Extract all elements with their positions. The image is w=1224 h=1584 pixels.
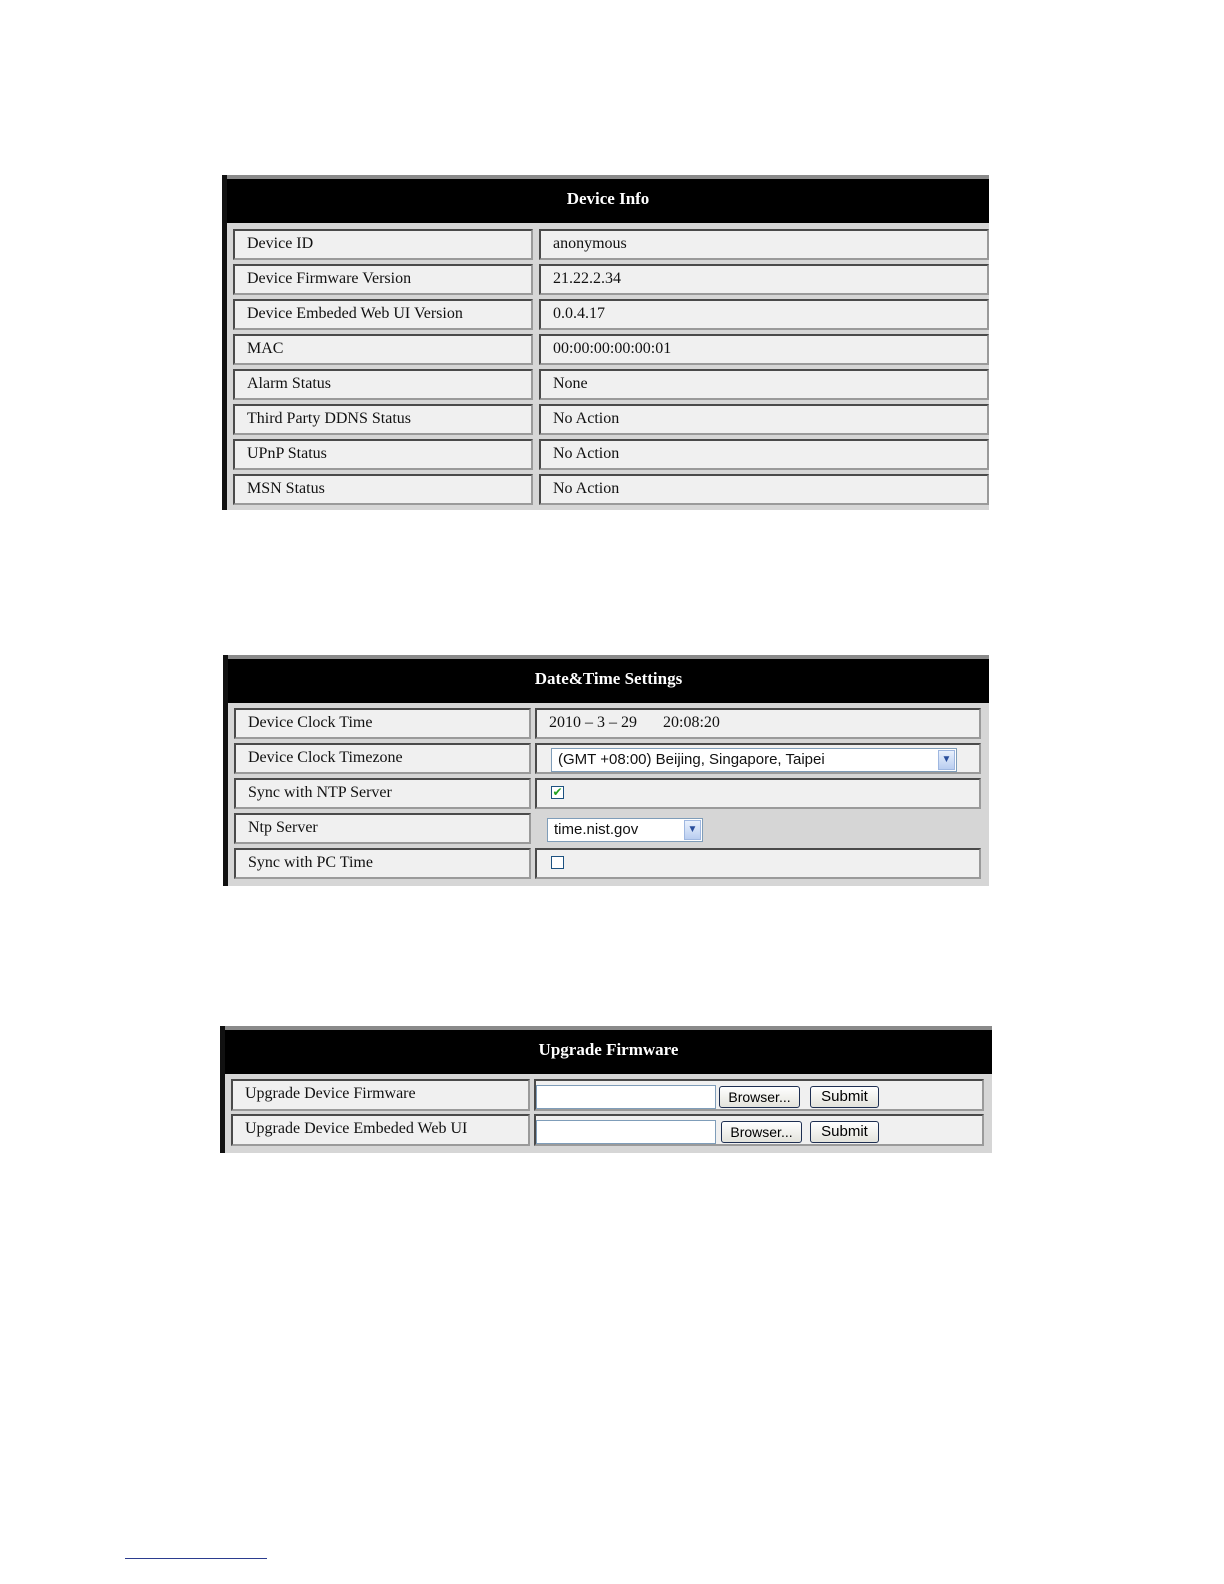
checkmark-icon: ✔ <box>552 785 563 799</box>
upnp-status-label: UPnP Status <box>233 439 533 470</box>
ntp-server-select[interactable] <box>547 818 703 842</box>
device-info-title: Device Info <box>227 175 989 223</box>
timezone-cell <box>535 743 981 774</box>
web-ui-version-value: 0.0.4.17 <box>539 299 989 330</box>
sync-pc-cell <box>535 848 981 879</box>
mac-value: 00:00:00:00:00:01 <box>539 334 989 365</box>
ddns-status-row <box>233 404 989 435</box>
upgrade-panel <box>220 1026 992 1153</box>
device-info-body <box>227 223 989 510</box>
upgrade-web-ui-file-input[interactable] <box>536 1120 716 1144</box>
alarm-status-value: None <box>539 369 989 400</box>
upnp-status-value: No Action <box>539 439 989 470</box>
mac-row <box>233 334 989 365</box>
date-time-panel <box>223 655 989 886</box>
upgrade-web-ui-row <box>231 1114 984 1146</box>
upgrade-web-ui-browse-button[interactable]: Browser... <box>721 1121 802 1143</box>
footnote-separator <box>125 1558 267 1559</box>
ddns-status-value: No Action <box>539 404 989 435</box>
mac-label: MAC <box>233 334 533 365</box>
upgrade-firmware-label: Upgrade Device Firmware <box>231 1079 530 1111</box>
upgrade-web-ui-cell <box>534 1114 984 1146</box>
web-ui-version-row <box>233 299 989 330</box>
timezone-row <box>234 743 981 774</box>
clock-time-label: Device Clock Time <box>234 708 531 739</box>
date-time-title: Date&Time Settings <box>228 655 989 703</box>
firmware-version-label: Device Firmware Version <box>233 264 533 295</box>
timezone-select[interactable] <box>551 748 957 772</box>
msn-status-row <box>233 474 989 505</box>
ntp-server-cell <box>535 813 981 844</box>
upnp-status-row <box>233 439 989 470</box>
ddns-status-label: Third Party DDNS Status <box>233 404 533 435</box>
sync-ntp-row <box>234 778 981 809</box>
ntp-server-row <box>234 813 981 844</box>
upgrade-web-ui-submit-button[interactable]: Submit <box>810 1121 879 1143</box>
device-id-label: Device ID <box>233 229 533 260</box>
ntp-server-label: Ntp Server <box>234 813 531 844</box>
sync-ntp-cell <box>535 778 981 809</box>
clock-time: 20:08:20 <box>663 714 720 731</box>
upgrade-firmware-submit-button[interactable]: Submit <box>810 1086 879 1108</box>
sync-pc-label: Sync with PC Time <box>234 848 531 879</box>
msn-status-value: No Action <box>539 474 989 505</box>
clock-time-value <box>535 708 981 739</box>
ntp-server-selected: time.nist.gov <box>554 821 639 838</box>
clock-date: 2010 – 3 – 29 <box>549 714 637 731</box>
device-id-row <box>233 229 989 260</box>
upgrade-firmware-browse-button[interactable]: Browser... <box>719 1086 800 1108</box>
date-time-body <box>228 703 989 886</box>
alarm-status-row <box>233 369 989 400</box>
msn-status-label: MSN Status <box>233 474 533 505</box>
upgrade-firmware-row <box>231 1079 984 1111</box>
upgrade-firmware-cell <box>534 1079 984 1111</box>
sync-pc-checkbox[interactable] <box>551 856 564 869</box>
device-id-value: anonymous <box>539 229 989 260</box>
alarm-status-label: Alarm Status <box>233 369 533 400</box>
chevron-down-icon[interactable]: ▼ <box>938 750 955 770</box>
chevron-down-icon[interactable]: ▼ <box>684 820 701 840</box>
sync-pc-row <box>234 848 981 879</box>
upgrade-title: Upgrade Firmware <box>225 1026 992 1074</box>
upgrade-firmware-file-input[interactable] <box>536 1085 716 1109</box>
timezone-selected: (GMT +08:00) Beijing, Singapore, Taipei <box>558 751 825 768</box>
upgrade-body <box>225 1074 992 1153</box>
sync-ntp-checkbox[interactable] <box>551 786 564 799</box>
device-info-panel <box>222 175 989 510</box>
clock-time-row <box>234 708 981 739</box>
web-ui-version-label: Device Embeded Web UI Version <box>233 299 533 330</box>
sync-ntp-label: Sync with NTP Server <box>234 778 531 809</box>
firmware-version-row <box>233 264 989 295</box>
firmware-version-value: 21.22.2.34 <box>539 264 989 295</box>
timezone-label: Device Clock Timezone <box>234 743 531 774</box>
upgrade-web-ui-label: Upgrade Device Embeded Web UI <box>231 1114 530 1146</box>
